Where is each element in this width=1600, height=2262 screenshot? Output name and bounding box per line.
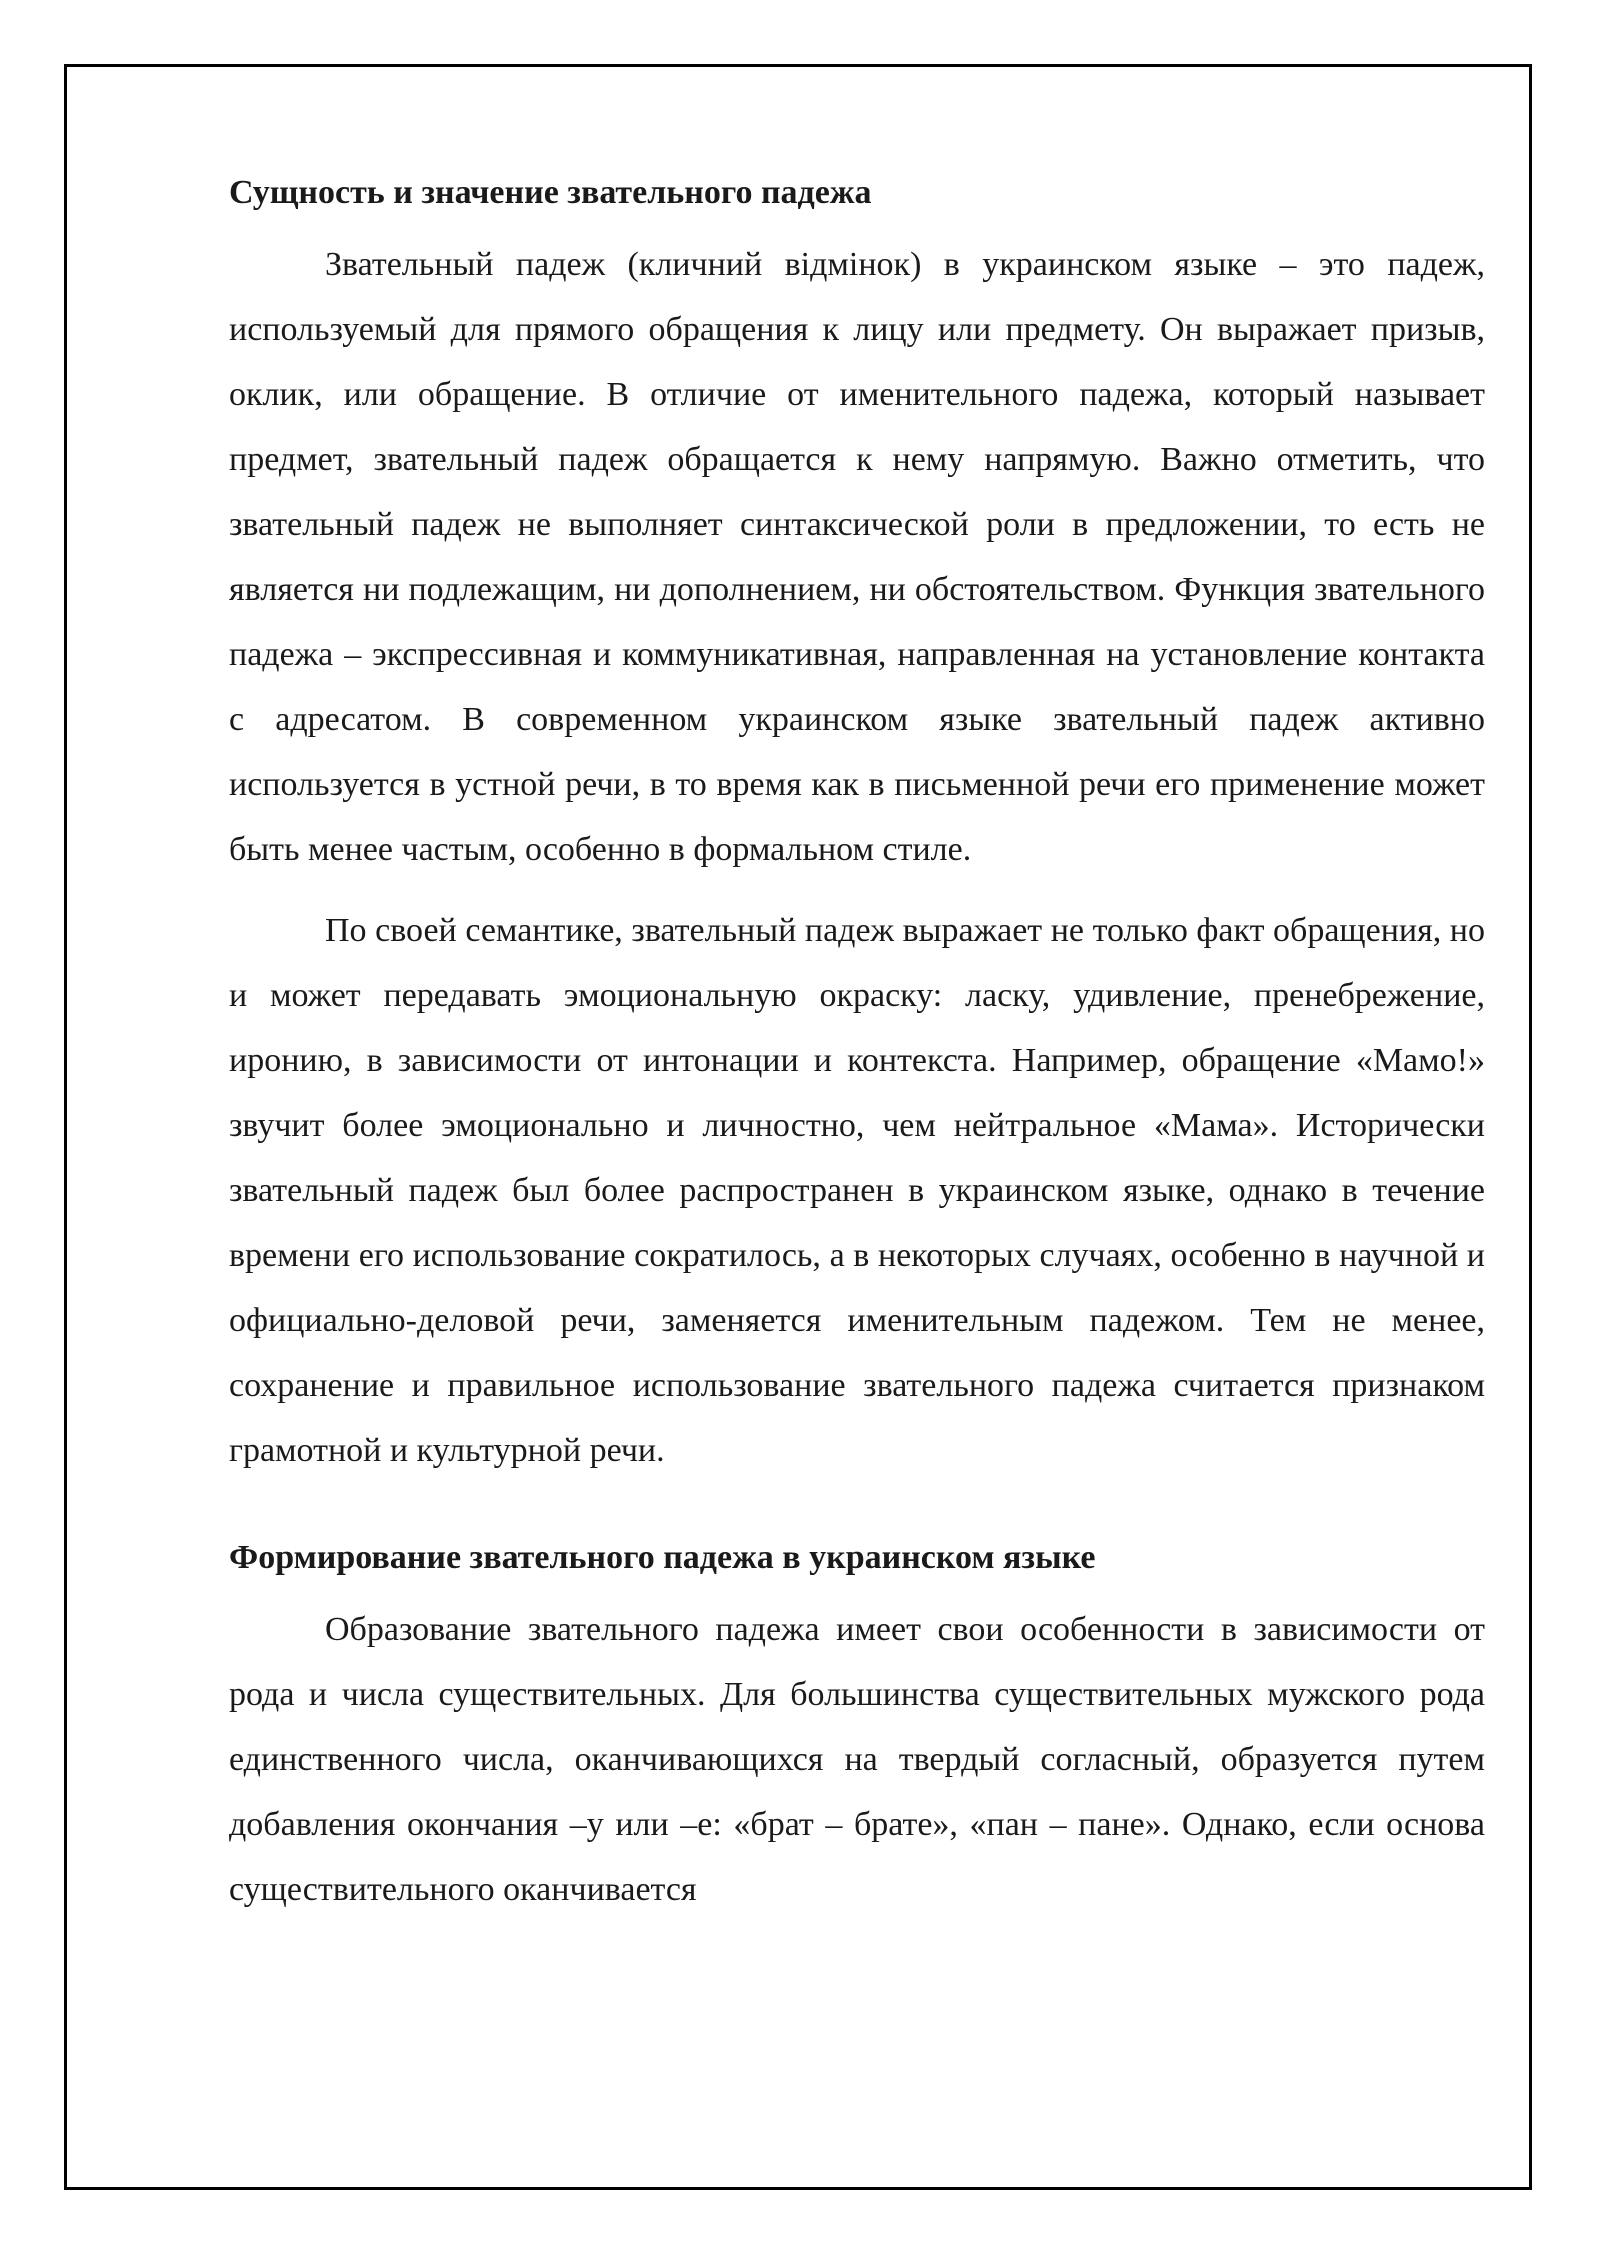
paragraph-definition: Звательный падеж (кличний відмінок) в украинском языке – это падеж, используемый для прямого обращения к лицу или предмету. Он выражает призыв, оклик, или обращение. В отличие от именительного падежа, который называет предмет, звательный падеж обращается к нему напрямую. Важно отметить, что звательный падеж не выполняет синтаксической роли в предложении, то есть не является ни подлежащим, ни дополнением, ни обстоятельством. Функция звательного падежа – экспрессивная и коммуникативная, направленная на установление контакта с адресатом. В современном украинском языке звательный падеж активно используется в устной речи, в то время как в письменной речи его применение может быть менее частым, особенно в формальном стиле. xyxy=(229,246,1485,868)
paragraph-semantics: По своей семантике, звательный падеж выражает не только факт обращения, но и может передавать эмоциональную окраску: ласку, удивление, пренебрежение, иронию, в зависимости от интонации и контекста. Например, обращение «Мамо!» звучит более эмоционально и личностно, чем нейтральное «Мама». Исторически звательный падеж был более распространен в украинском языке, однако в течение времени его использование сократилось, а в некоторых случаях, особенно в научной и официально-деловой речи, заменяется именительным падежом. Тем не менее, сохранение и правильное использование звательного падежа считается признаком грамотной и культурной речи. xyxy=(229,912,1485,1469)
section-heading-formation: Формирование звательного падежа в украинском языке xyxy=(229,1539,1096,1576)
section-heading-essence: Сущность и значение звательного падежа xyxy=(229,174,872,211)
document-body xyxy=(229,170,1485,1938)
paragraph-formation: Образование звательного падежа имеет свои особенности в зависимости от рода и числа существительных. Для большинства существительных мужского рода единственного числа, оканчивающихся на твердый согласный, образуется путем добавления окончания –у или –е: «брат – брате», «пан – пане». Однако, если основа существительного оканчивается xyxy=(229,1611,1485,1908)
